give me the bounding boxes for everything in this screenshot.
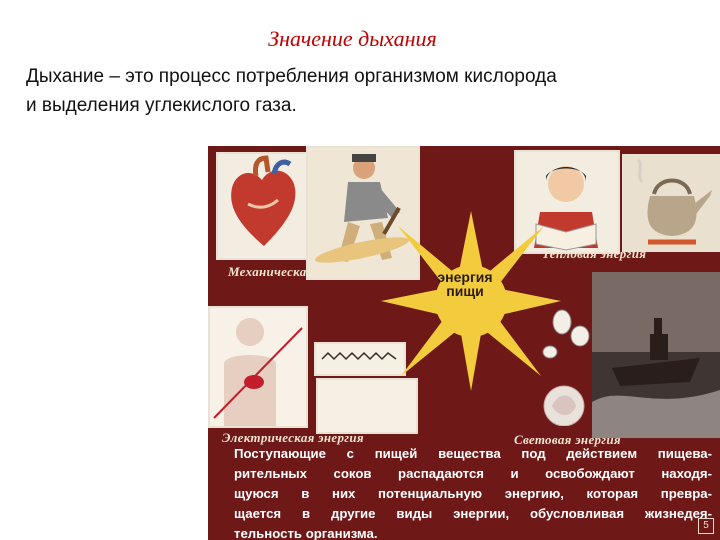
description-line: щуюся в них потенциальную энергию, которая превра-: [234, 486, 712, 501]
definition-line: и выделения углекислого газа.: [26, 95, 297, 116]
energy-label: [420, 270, 510, 298]
ship-panel: [592, 272, 720, 438]
kettle-icon: [624, 156, 720, 250]
caption-light: Световая энергия: [514, 432, 621, 447]
definition-line: Дыхание – это процесс потребления организмом кислорода: [26, 66, 557, 87]
energy-illustration: [208, 146, 720, 540]
definition-text: [26, 62, 706, 120]
cell-icon: [538, 306, 598, 426]
description-line: щается в другие виды энергии, обусловливая жизнедея-: [234, 506, 712, 521]
page-marker: 5: [698, 518, 714, 534]
heart-icon: [218, 154, 310, 258]
ship-icon: [592, 272, 720, 438]
caption-electrical: Электрическая энергия: [222, 430, 364, 445]
human-torso-icon: [210, 308, 306, 426]
caption-mechanical: Механическая энергия: [228, 264, 363, 279]
body-electric-panel: [208, 306, 308, 428]
heart-panel: [216, 152, 312, 260]
description-line: тельность организма.: [234, 526, 378, 540]
kettle-panel: [622, 154, 720, 252]
description-line: рительных соков распадаются и освобождают находя-: [234, 466, 712, 481]
energy-label-line: энергия: [437, 269, 493, 285]
description-line: Поступающие с пищей вещества под действием пищева-: [234, 446, 712, 461]
slide-title: Значение дыхания: [268, 26, 437, 51]
description-text: [234, 444, 712, 540]
caption-thermal: Тепловая энергия: [542, 246, 647, 261]
energy-label-line: пищи: [446, 283, 484, 299]
